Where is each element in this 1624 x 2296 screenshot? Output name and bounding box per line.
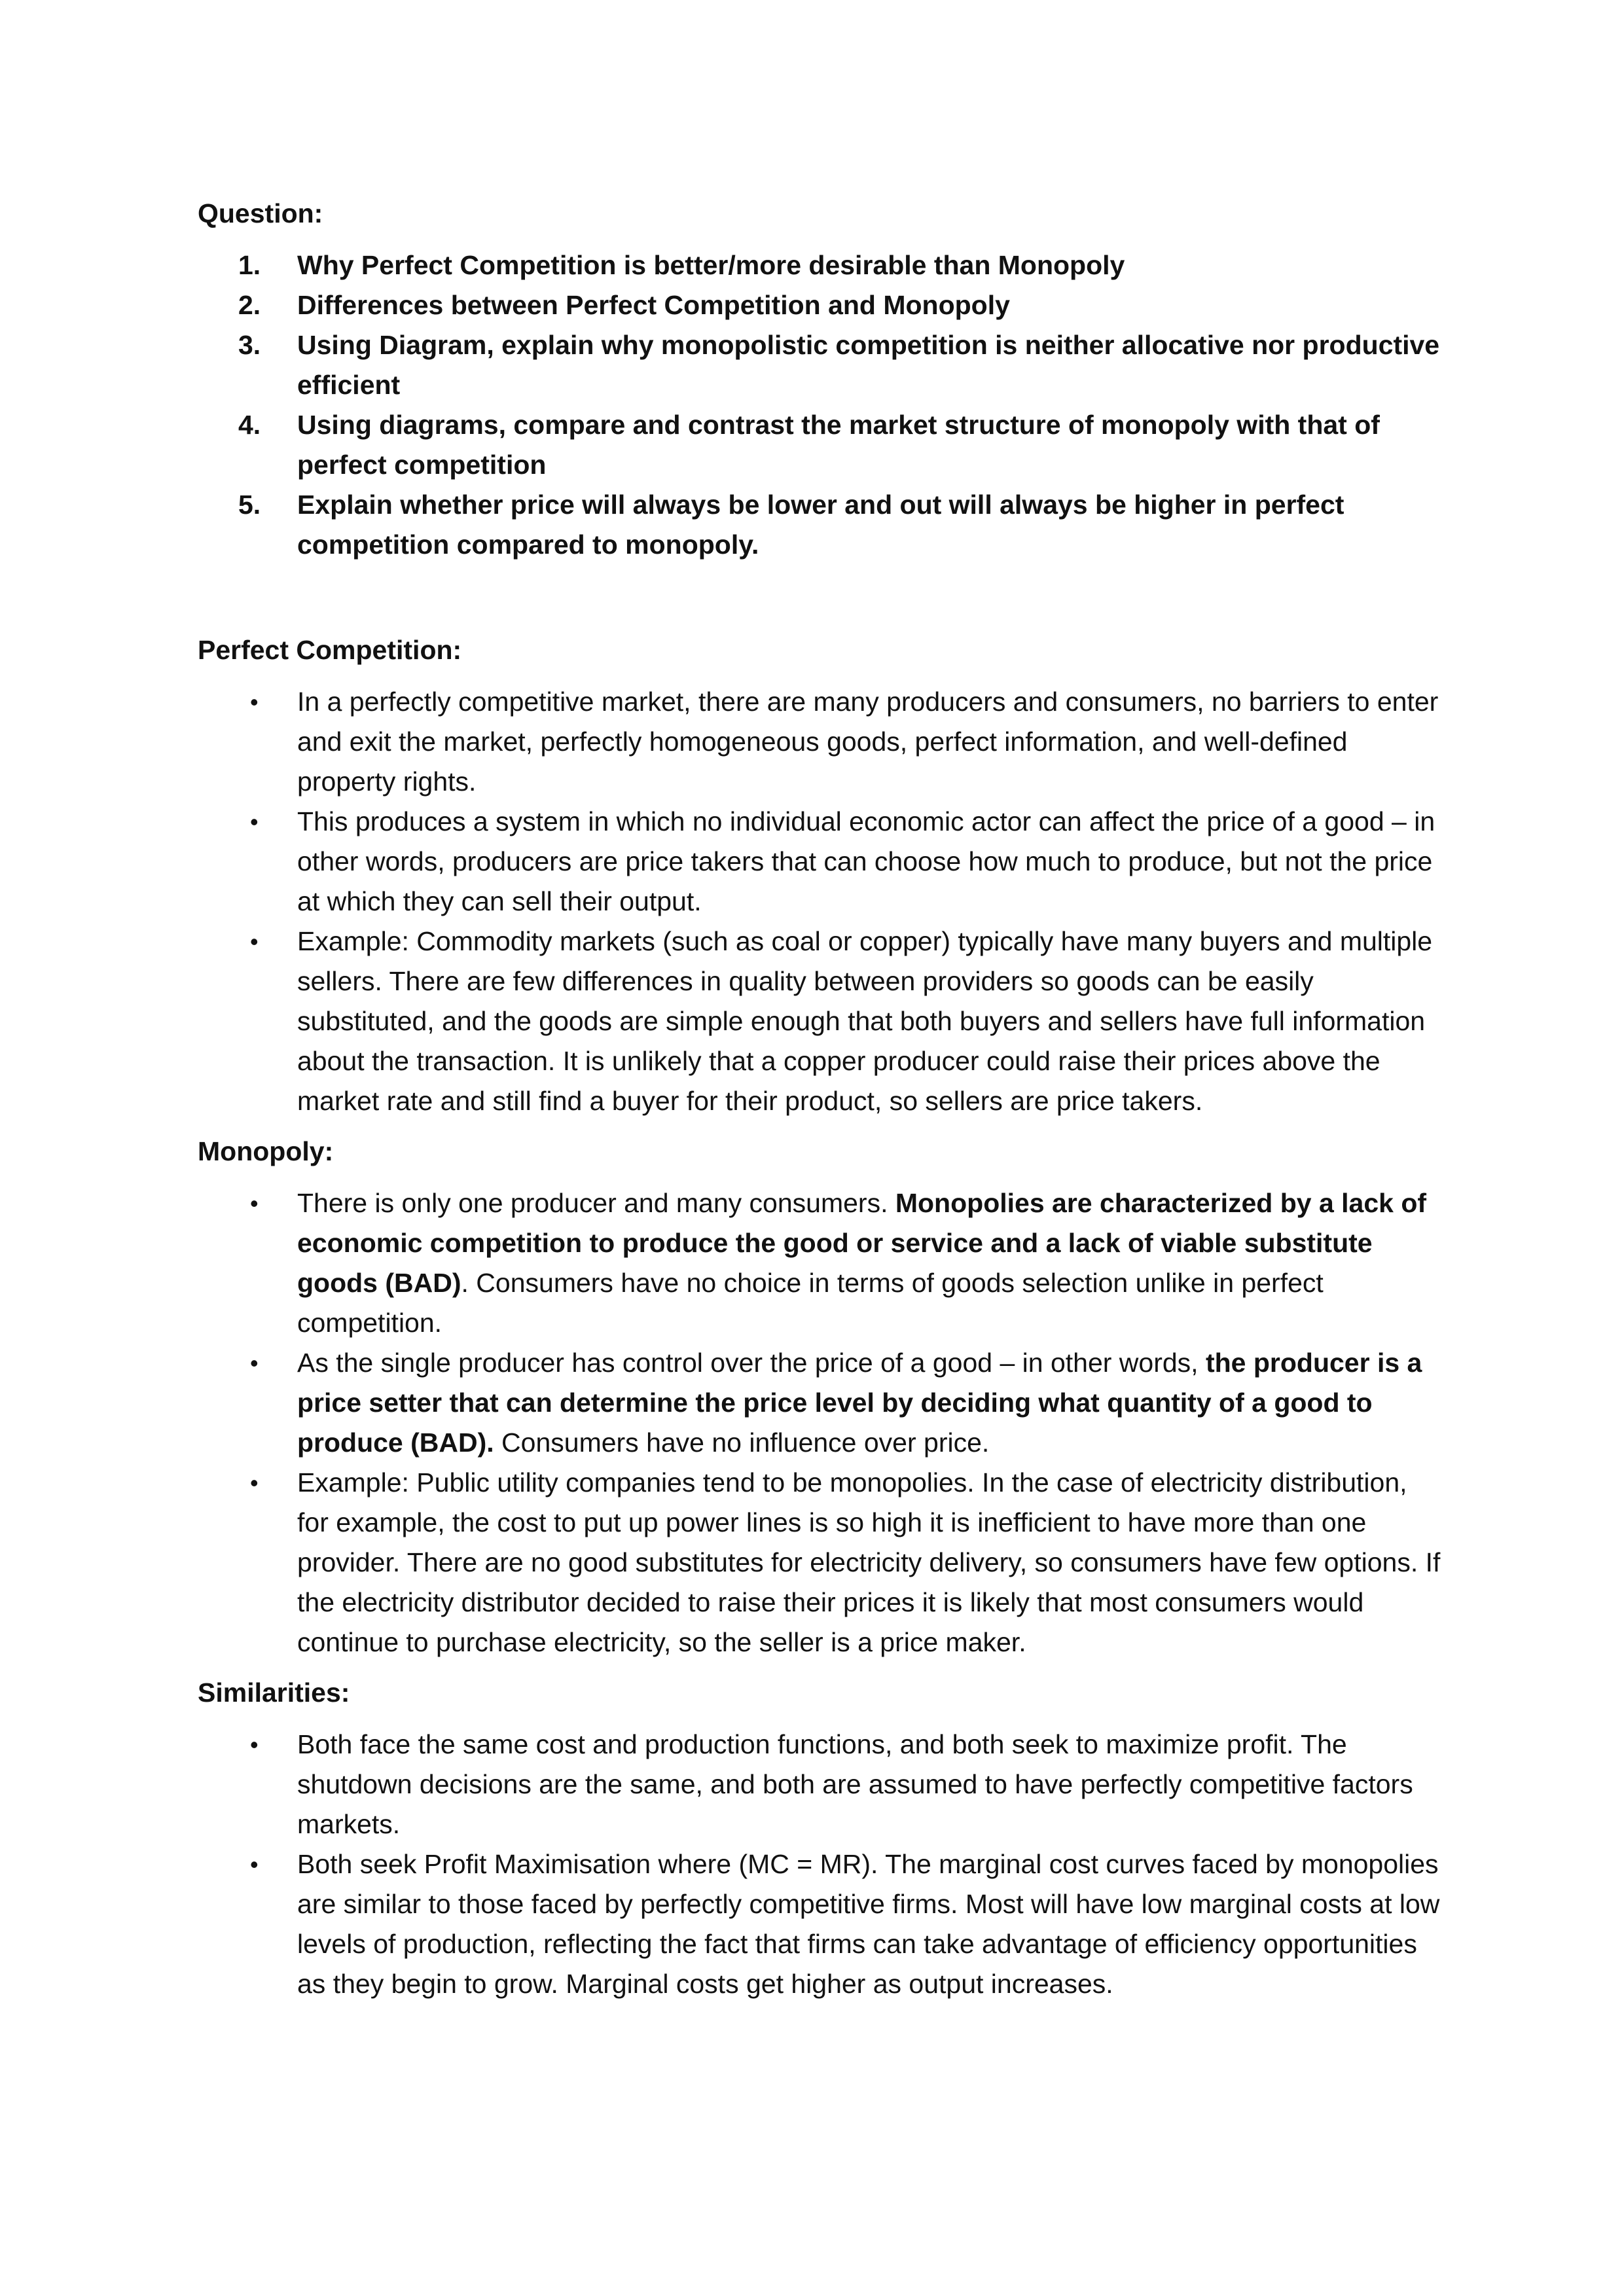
question-text: Using diagrams, compare and contrast the market structure of monopoly with that of perfect competition (297, 410, 1380, 480)
question-text: Why Perfect Competition is better/more desirable than Monopoly (297, 250, 1125, 280)
list-item (198, 1343, 1441, 1463)
question-item (198, 405, 1441, 485)
question-heading: Question: (198, 198, 323, 228)
perfect-competition-heading: Perfect Competition: (198, 635, 462, 665)
question-text: Differences between Perfect Competition and Monopoly (297, 290, 1010, 320)
monopoly-section (198, 1132, 1441, 1662)
question-item (198, 485, 1441, 565)
bullet-icon: • (250, 1350, 259, 1376)
bullet-text: Both face the same cost and production functions, and both seek to maximize profit. The shutdown decisions are the same, and both are assumed to have perfectly competitive factors markets. (297, 1729, 1413, 1839)
bullet-icon: • (250, 1190, 259, 1217)
bullet-icon: • (250, 808, 259, 835)
bullet-icon: • (250, 1731, 259, 1758)
list-number: 5. (238, 490, 261, 520)
bullet-bold-text: Monopolies are characterized by a lack of economic competition to produce the good or service and a lack of viable substitute goods (BAD) (297, 1188, 1427, 1298)
bullet-text: Both seek Profit Maximisation where (MC = MR). The marginal cost curves faced by monopolies are similar to those faced by perfectly competitive firms. Most will have low marginal costs at low levels of production, reflecting the fact that firms can take advantage of efficiency opportunities as they begin to grow. Marginal costs get higher as output increases. (297, 1849, 1440, 1999)
perfect-competition-section (198, 630, 1441, 1121)
similarities-list (198, 1725, 1441, 2004)
list-number: 4. (238, 410, 261, 440)
bullet-text: Example: Commodity markets (such as coal or copper) typically have many buyers and multiple sellers. There are few differences in quality between providers so goods can be easily substituted, and the goods are simple enough that both buyers and sellers have full information about the transaction. It is unlikely that a copper producer could raise their prices above the market rate and still find a buyer for their product, so sellers are price takers. (297, 926, 1433, 1116)
list-item (198, 802, 1441, 922)
bullet-text: . Consumers have no choice in terms of goods selection unlike in perfect competition. (297, 1268, 1324, 1338)
bullet-text: Consumers have no influence over price. (494, 1427, 990, 1458)
bullet-text: Example: Public utility companies tend to be monopolies. In the case of electricity distribution, for example, the cost to put up power lines is so high it is inefficient to have more than one provider. There are no good substitutes for electricity delivery, so consumers have few options. If the electricity distributor decided to raise their prices it is likely that most consumers would continue to purchase electricity, so the seller is a price maker. (297, 1467, 1441, 1657)
document-page (198, 194, 1441, 2004)
bullet-icon: • (250, 1851, 259, 1878)
list-item (198, 1183, 1441, 1343)
list-number: 3. (238, 330, 261, 360)
question-item (198, 285, 1441, 325)
question-list (198, 245, 1441, 565)
bullet-text: There is only one producer and many consumers. (297, 1188, 895, 1218)
list-item (198, 1844, 1441, 2004)
similarities-heading: Similarities: (198, 1677, 350, 1708)
bullet-bold-text: the producer is a price setter that can determine the price level by deciding what quantity of a good to produce (BAD). (297, 1348, 1422, 1458)
question-text: Using Diagram, explain why monopolistic competition is neither allocative nor productive efficient (297, 330, 1440, 400)
question-item (198, 245, 1441, 285)
monopoly-heading: Monopoly: (198, 1136, 334, 1166)
bullet-icon: • (250, 689, 259, 715)
bullet-icon: • (250, 928, 259, 955)
list-number: 1. (238, 250, 261, 280)
monopoly-list (198, 1183, 1441, 1662)
question-text: Explain whether price will always be lower and out will always be higher in perfect competition compared to monopoly. (297, 490, 1344, 560)
list-number: 2. (238, 290, 261, 320)
bullet-text: In a perfectly competitive market, there are many producers and consumers, no barriers to enter and exit the market, perfectly homogeneous goods, perfect information, and well-defined property rights. (297, 687, 1439, 797)
list-item (198, 682, 1441, 802)
question-section (198, 194, 1441, 565)
list-item (198, 1463, 1441, 1662)
similarities-section (198, 1673, 1441, 2004)
bullet-text: This produces a system in which no individual economic actor can affect the price of a good – in other words, producers are price takers that can choose how much to produce, but not the price at which they can sell their output. (297, 806, 1435, 916)
perfect-competition-list (198, 682, 1441, 1121)
list-item (198, 1725, 1441, 1844)
bullet-icon: • (250, 1469, 259, 1496)
bullet-text: As the single producer has control over the price of a good – in other words, (297, 1348, 1206, 1378)
question-item (198, 325, 1441, 405)
list-item (198, 922, 1441, 1121)
